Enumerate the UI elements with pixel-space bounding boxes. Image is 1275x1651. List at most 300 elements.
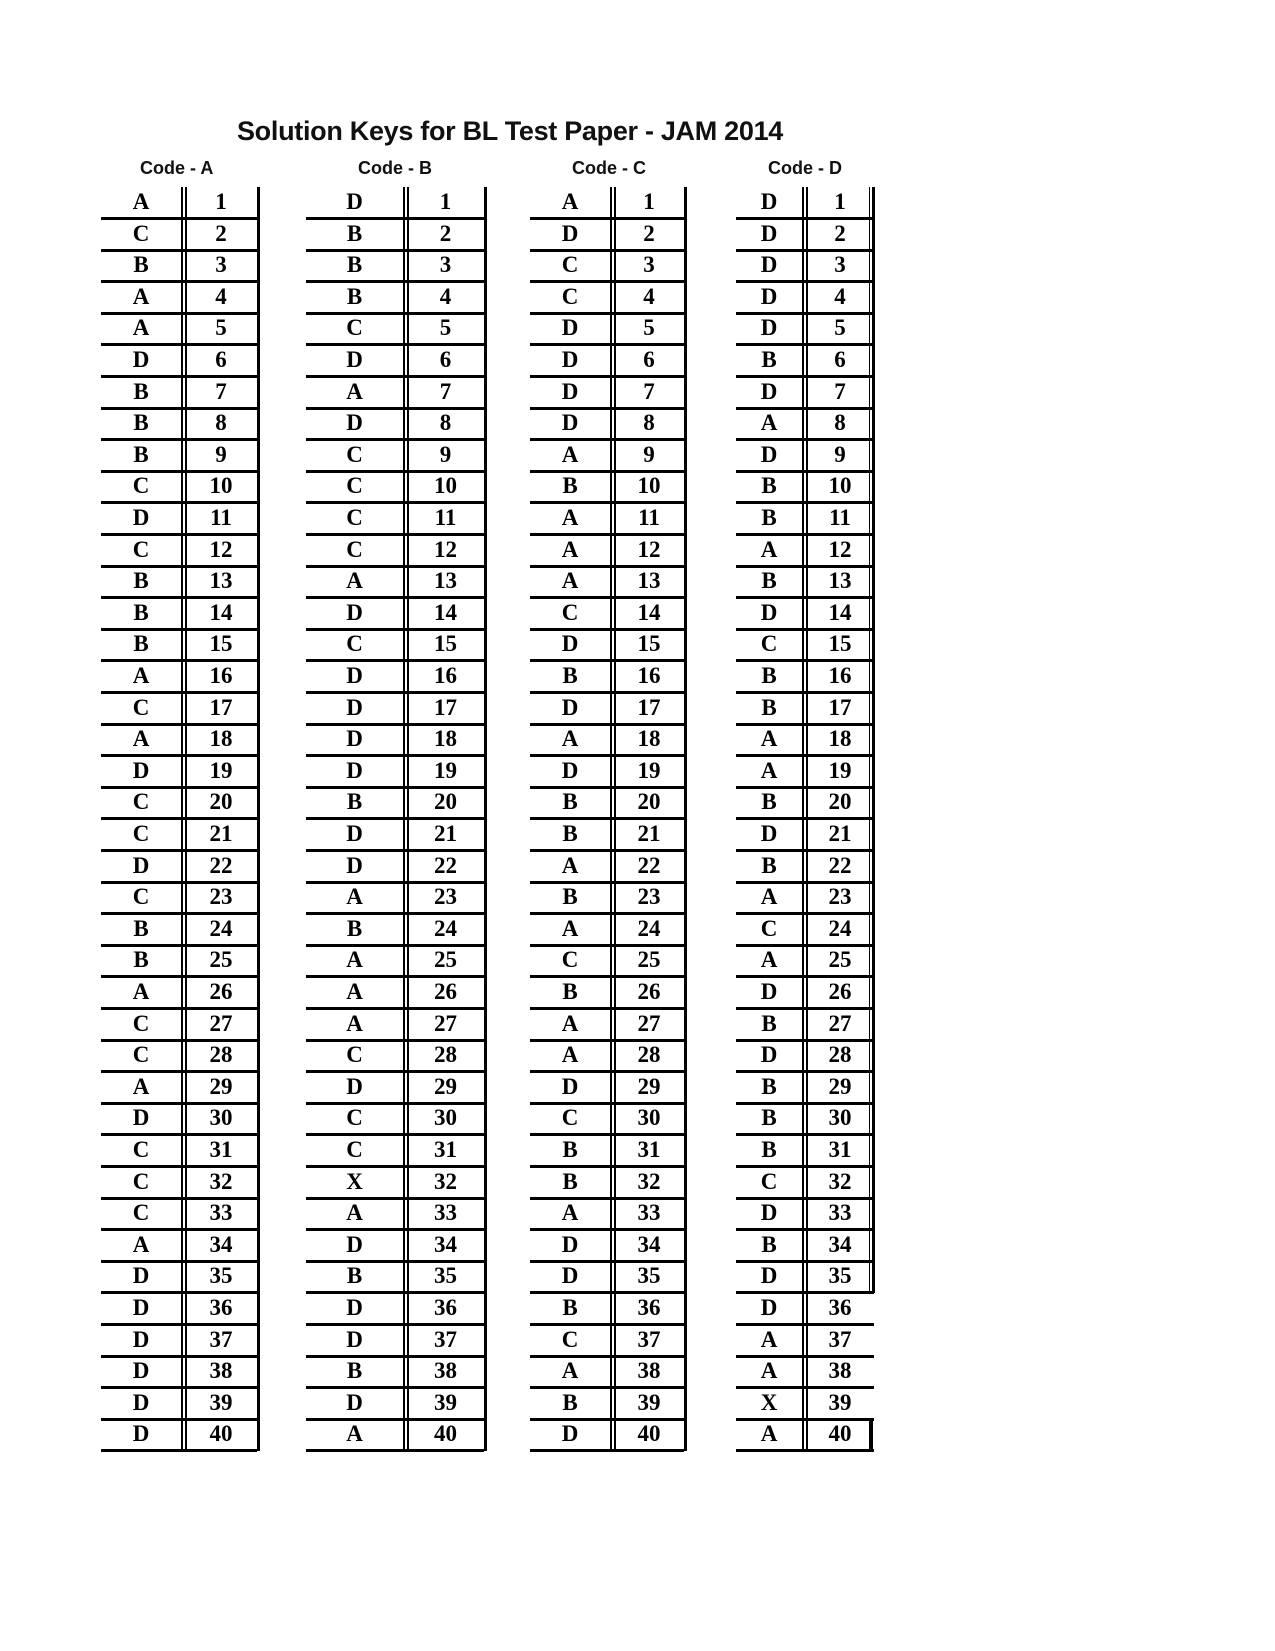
question-number: 12 — [637, 536, 661, 562]
answer-row — [736, 629, 874, 662]
question-number: 36 — [434, 1295, 457, 1320]
answer-letter: B — [761, 1073, 777, 1099]
answer-row — [101, 1293, 257, 1326]
answer-row — [306, 851, 484, 884]
answer-letter: X — [346, 1168, 363, 1194]
answer-row — [530, 1040, 684, 1073]
question-number: 6 — [439, 347, 452, 372]
question-number: 20 — [828, 789, 852, 815]
question-number: 20 — [637, 789, 661, 815]
answer-row — [306, 1230, 484, 1263]
question-number: 10 — [637, 473, 661, 499]
question-number: 26 — [637, 979, 661, 1004]
question-number: 3 — [643, 252, 655, 278]
answer-row — [306, 1103, 484, 1136]
answer-letter: A — [132, 1231, 150, 1257]
question-number: 35 — [434, 1263, 457, 1289]
answer-letter: B — [346, 252, 363, 278]
question-number: 29 — [828, 1073, 852, 1099]
answer-row — [736, 1261, 874, 1294]
answer-row — [101, 914, 257, 947]
answer-letter: A — [561, 536, 579, 562]
question-number: 34 — [209, 1231, 233, 1257]
answer-letter: D — [760, 315, 778, 341]
question-number: 22 — [637, 852, 661, 878]
question-number: 26 — [434, 979, 457, 1004]
answer-row — [736, 661, 874, 694]
question-number: 32 — [828, 1168, 852, 1194]
answer-letter: D — [132, 1326, 150, 1352]
answer-row — [306, 1419, 484, 1452]
answer-letter: D — [561, 757, 579, 783]
answer-letter: A — [561, 852, 579, 878]
answer-letter: B — [761, 1137, 777, 1162]
question-number: 22 — [434, 852, 457, 878]
answer-row — [530, 851, 684, 884]
answer-letter: C — [760, 631, 778, 657]
table-right-border — [484, 187, 487, 1451]
answer-row — [736, 535, 874, 568]
question-number: 23 — [209, 884, 233, 910]
question-number: 27 — [209, 1010, 233, 1036]
answer-letter: B — [562, 789, 578, 815]
answer-row — [101, 724, 257, 757]
answer-row — [736, 1198, 874, 1231]
answer-letter: C — [561, 252, 579, 278]
answer-row — [530, 440, 684, 473]
question-number: 24 — [828, 915, 852, 941]
answer-row — [101, 977, 257, 1010]
answer-row — [101, 503, 257, 536]
question-number: 24 — [434, 915, 457, 941]
answer-row — [306, 250, 484, 283]
answer-row — [101, 187, 257, 220]
table-right-border — [684, 187, 687, 1451]
answer-row — [530, 756, 684, 789]
answer-letter: D — [561, 1263, 579, 1289]
question-number: 24 — [209, 915, 233, 941]
answer-row — [306, 629, 484, 662]
answer-letter: C — [132, 884, 150, 910]
answer-letter: B — [761, 852, 777, 878]
answer-letter: D — [561, 1231, 579, 1257]
question-number: 35 — [828, 1263, 852, 1289]
answer-letter: B — [133, 410, 149, 436]
question-number: 14 — [209, 599, 233, 625]
question-number: 6 — [643, 347, 655, 372]
column-divider — [806, 187, 808, 1451]
answer-letter: A — [346, 884, 363, 910]
answer-row — [736, 1356, 874, 1389]
answer-letter: B — [562, 1137, 578, 1162]
answer-row — [736, 282, 874, 315]
answer-row — [101, 1356, 257, 1389]
answer-letter: D — [346, 410, 363, 436]
answer-row — [306, 1388, 484, 1421]
answer-letter: D — [760, 599, 778, 625]
answer-letter: A — [132, 1073, 150, 1099]
answer-row — [736, 851, 874, 884]
answer-row — [101, 535, 257, 568]
answer-row — [530, 1325, 684, 1358]
answer-letter: D — [132, 1389, 150, 1415]
answer-letter: A — [760, 1326, 778, 1352]
question-number: 34 — [434, 1231, 457, 1257]
question-number: 13 — [828, 568, 852, 594]
answer-letter: A — [561, 505, 579, 530]
question-number: 8 — [215, 410, 227, 436]
answer-letter: D — [561, 1421, 579, 1447]
answer-row — [306, 282, 484, 315]
answer-row — [530, 250, 684, 283]
answer-row — [736, 693, 874, 726]
answer-row — [101, 882, 257, 915]
answer-letter: C — [561, 1105, 579, 1131]
question-number: 31 — [434, 1137, 457, 1162]
answer-letter: A — [346, 1010, 363, 1036]
answer-letter: C — [132, 473, 150, 499]
question-number: 6 — [215, 347, 227, 372]
question-number: 4 — [643, 283, 655, 309]
answer-letter: A — [132, 189, 150, 214]
code-a-label: Code - A — [140, 158, 214, 178]
answer-letter: B — [346, 789, 363, 815]
answer-letter: D — [132, 1295, 150, 1320]
answer-letter: B — [346, 220, 363, 246]
answer-row — [306, 535, 484, 568]
question-number: 3 — [439, 252, 452, 278]
answer-row — [736, 377, 874, 410]
answer-letter: A — [346, 1421, 363, 1447]
answer-letter: B — [562, 1295, 578, 1320]
answer-letter: A — [132, 283, 150, 309]
answer-letter: A — [346, 378, 363, 404]
answer-row — [736, 313, 874, 346]
question-number: 13 — [209, 568, 233, 594]
answer-row — [736, 1293, 874, 1326]
code-c-label: Code - C — [572, 158, 646, 178]
question-number: 37 — [637, 1326, 661, 1352]
answer-row — [530, 787, 684, 820]
question-number: 31 — [209, 1137, 233, 1162]
table-right-border — [257, 187, 260, 1451]
answer-letter: X — [760, 1389, 778, 1415]
answer-letter: D — [346, 726, 363, 752]
question-number: 7 — [834, 378, 846, 404]
answer-row — [306, 187, 484, 220]
question-number: 28 — [209, 1042, 233, 1068]
answer-row — [736, 1135, 874, 1168]
question-number: 27 — [434, 1010, 457, 1036]
answer-row — [101, 282, 257, 315]
answer-row — [530, 598, 684, 631]
answer-letter: A — [132, 663, 150, 688]
question-number: 25 — [209, 947, 233, 973]
column-divider — [610, 187, 612, 1451]
answer-letter: D — [561, 631, 579, 657]
answer-row — [306, 661, 484, 694]
answer-letter: C — [132, 1042, 150, 1068]
answer-letter: D — [132, 347, 150, 372]
question-number: 10 — [209, 473, 233, 499]
answer-letter: B — [562, 1168, 578, 1194]
answer-row — [306, 787, 484, 820]
answer-row — [530, 945, 684, 978]
answer-letter: C — [132, 1137, 150, 1162]
answer-row — [306, 882, 484, 915]
answer-letter: D — [132, 1263, 150, 1289]
answer-row — [101, 1230, 257, 1263]
answer-row — [101, 629, 257, 662]
answer-letter: A — [132, 315, 150, 341]
answer-row — [101, 345, 257, 378]
answer-letter: A — [760, 726, 778, 752]
answer-row — [306, 945, 484, 978]
question-number: 2 — [215, 220, 227, 246]
answer-letter: B — [562, 884, 578, 910]
question-number: 34 — [637, 1231, 661, 1257]
answer-row — [530, 1167, 684, 1200]
answer-row — [530, 313, 684, 346]
answer-letter: B — [133, 441, 149, 467]
answer-letter: A — [561, 568, 579, 594]
answer-letter: B — [761, 568, 777, 594]
answer-row — [530, 1230, 684, 1263]
answer-letter: A — [132, 979, 150, 1004]
answer-letter: C — [346, 505, 363, 530]
answer-row — [530, 1293, 684, 1326]
answer-letter: B — [562, 979, 578, 1004]
question-number: 1 — [439, 189, 452, 214]
question-number: 32 — [434, 1168, 457, 1194]
answer-letter: A — [760, 1421, 778, 1447]
question-number: 39 — [828, 1389, 852, 1415]
answer-letter: A — [561, 189, 579, 214]
question-number: 18 — [637, 726, 661, 752]
answer-letter: B — [133, 378, 149, 404]
answer-row — [306, 598, 484, 631]
answer-row — [101, 1198, 257, 1231]
answer-letter: C — [346, 1105, 363, 1131]
column-divider — [181, 187, 183, 1451]
answer-letter: B — [133, 252, 149, 278]
question-number: 10 — [434, 473, 457, 499]
answer-letter: D — [760, 220, 778, 246]
answer-letter: B — [761, 347, 777, 372]
question-number: 20 — [209, 789, 233, 815]
answer-letter: D — [760, 441, 778, 467]
question-number: 37 — [434, 1326, 457, 1352]
answer-letter: D — [346, 1231, 363, 1257]
question-number: 30 — [209, 1105, 233, 1131]
question-number: 25 — [828, 947, 852, 973]
question-number: 40 — [209, 1421, 233, 1447]
question-number: 9 — [439, 441, 452, 467]
answer-letter: D — [561, 347, 579, 372]
answer-row — [101, 1103, 257, 1136]
answer-row — [736, 1009, 874, 1042]
answer-letter: B — [761, 505, 777, 530]
answer-row — [306, 1325, 484, 1358]
answer-letter: A — [760, 536, 778, 562]
answer-row — [306, 566, 484, 599]
answer-row — [530, 693, 684, 726]
answer-letter: D — [132, 505, 150, 530]
answer-row — [101, 313, 257, 346]
answer-row — [306, 1040, 484, 1073]
question-number: 17 — [434, 694, 457, 720]
question-number: 27 — [637, 1010, 661, 1036]
answer-letter: D — [346, 821, 363, 846]
question-number: 8 — [439, 410, 452, 436]
question-number: 38 — [828, 1358, 852, 1384]
answer-letter: C — [132, 694, 150, 720]
answer-row — [530, 1072, 684, 1105]
question-number: 15 — [637, 631, 661, 657]
question-number: 33 — [828, 1200, 852, 1226]
column-divider — [407, 187, 409, 1451]
column-divider — [403, 187, 405, 1451]
answer-row — [306, 819, 484, 852]
question-number: 6 — [834, 347, 846, 372]
answer-letter: C — [132, 220, 150, 246]
answer-letter: C — [132, 1168, 150, 1194]
question-number: 18 — [434, 726, 457, 752]
answer-row — [101, 598, 257, 631]
answer-row — [101, 1167, 257, 1200]
answer-row — [101, 440, 257, 473]
question-number: 30 — [434, 1105, 457, 1131]
answer-row — [736, 503, 874, 536]
answer-row — [101, 1261, 257, 1294]
answer-row — [736, 1040, 874, 1073]
question-number: 35 — [637, 1263, 661, 1289]
answer-letter: B — [346, 1263, 363, 1289]
question-number: 36 — [828, 1295, 852, 1320]
answer-row — [736, 471, 874, 504]
answer-row — [736, 1419, 874, 1452]
question-number: 17 — [209, 694, 233, 720]
answer-row — [306, 724, 484, 757]
answer-letter: D — [346, 757, 363, 783]
answer-letter: C — [132, 536, 150, 562]
answer-letter: C — [132, 1200, 150, 1226]
question-number: 14 — [828, 599, 852, 625]
answer-letter: D — [346, 1326, 363, 1352]
question-number: 39 — [637, 1389, 661, 1415]
question-number: 16 — [209, 663, 233, 688]
answer-letter: A — [760, 757, 778, 783]
question-number: 8 — [643, 410, 655, 436]
question-number: 17 — [637, 694, 661, 720]
answer-row — [736, 1230, 874, 1263]
answer-row — [306, 313, 484, 346]
answer-letter: D — [346, 347, 363, 372]
question-number: 15 — [828, 631, 852, 657]
question-number: 25 — [637, 947, 661, 973]
question-number: 23 — [828, 884, 852, 910]
question-number: 21 — [209, 821, 233, 846]
question-number: 37 — [828, 1326, 852, 1352]
answer-row — [530, 724, 684, 757]
question-number: 37 — [209, 1326, 233, 1352]
question-number: 21 — [828, 821, 852, 846]
answer-letter: D — [132, 757, 150, 783]
answer-row — [530, 1419, 684, 1452]
answer-row — [736, 1388, 874, 1421]
question-number: 28 — [828, 1042, 852, 1068]
answer-letter: C — [346, 315, 363, 341]
answer-letter: C — [346, 473, 363, 499]
answer-row — [306, 377, 484, 410]
question-number: 4 — [834, 283, 846, 309]
question-number: 30 — [637, 1105, 661, 1131]
answer-row — [101, 1388, 257, 1421]
answer-letter: B — [133, 631, 149, 657]
question-number: 26 — [209, 979, 233, 1004]
answer-row — [530, 408, 684, 441]
answer-letter: B — [761, 1105, 777, 1131]
question-number: 28 — [434, 1042, 457, 1068]
question-number: 23 — [434, 884, 457, 910]
answer-row — [530, 1103, 684, 1136]
answer-row — [530, 471, 684, 504]
answer-row — [101, 408, 257, 441]
question-number: 32 — [637, 1168, 661, 1194]
question-number: 22 — [209, 852, 233, 878]
answer-letter: C — [561, 599, 579, 625]
answer-letter: C — [561, 1326, 579, 1352]
answer-letter: C — [132, 821, 150, 846]
answer-letter: D — [561, 220, 579, 246]
answer-row — [101, 756, 257, 789]
question-number: 16 — [828, 663, 852, 688]
code-b-label: Code - B — [358, 158, 432, 178]
answer-row — [101, 1009, 257, 1042]
answer-letter: A — [561, 1200, 579, 1226]
answer-letter: B — [133, 947, 149, 973]
answer-row — [736, 250, 874, 283]
table-right-border — [872, 187, 875, 1293]
question-number: 19 — [434, 757, 457, 783]
answer-row — [530, 219, 684, 252]
answer-letter: B — [761, 694, 777, 720]
answer-letter: D — [760, 821, 778, 846]
question-number: 9 — [215, 441, 227, 467]
answer-letter: D — [132, 1421, 150, 1447]
question-number: 7 — [643, 378, 655, 404]
question-number: 5 — [215, 315, 227, 341]
question-number: 7 — [439, 378, 452, 404]
question-number: 3 — [834, 252, 846, 278]
answer-letter: C — [346, 1137, 363, 1162]
answer-letter: D — [760, 283, 778, 309]
question-number: 40 — [434, 1421, 457, 1447]
question-number: 15 — [209, 631, 233, 657]
answer-letter: C — [346, 631, 363, 657]
answer-row — [306, 408, 484, 441]
answer-letter: D — [346, 189, 363, 214]
answer-row — [530, 1198, 684, 1231]
answer-row — [530, 282, 684, 315]
answer-letter: C — [346, 536, 363, 562]
answer-row — [101, 377, 257, 410]
answer-letter: D — [346, 852, 363, 878]
answer-letter: B — [761, 1010, 777, 1036]
answer-row — [306, 219, 484, 252]
answer-row — [306, 756, 484, 789]
answer-row — [101, 1072, 257, 1105]
